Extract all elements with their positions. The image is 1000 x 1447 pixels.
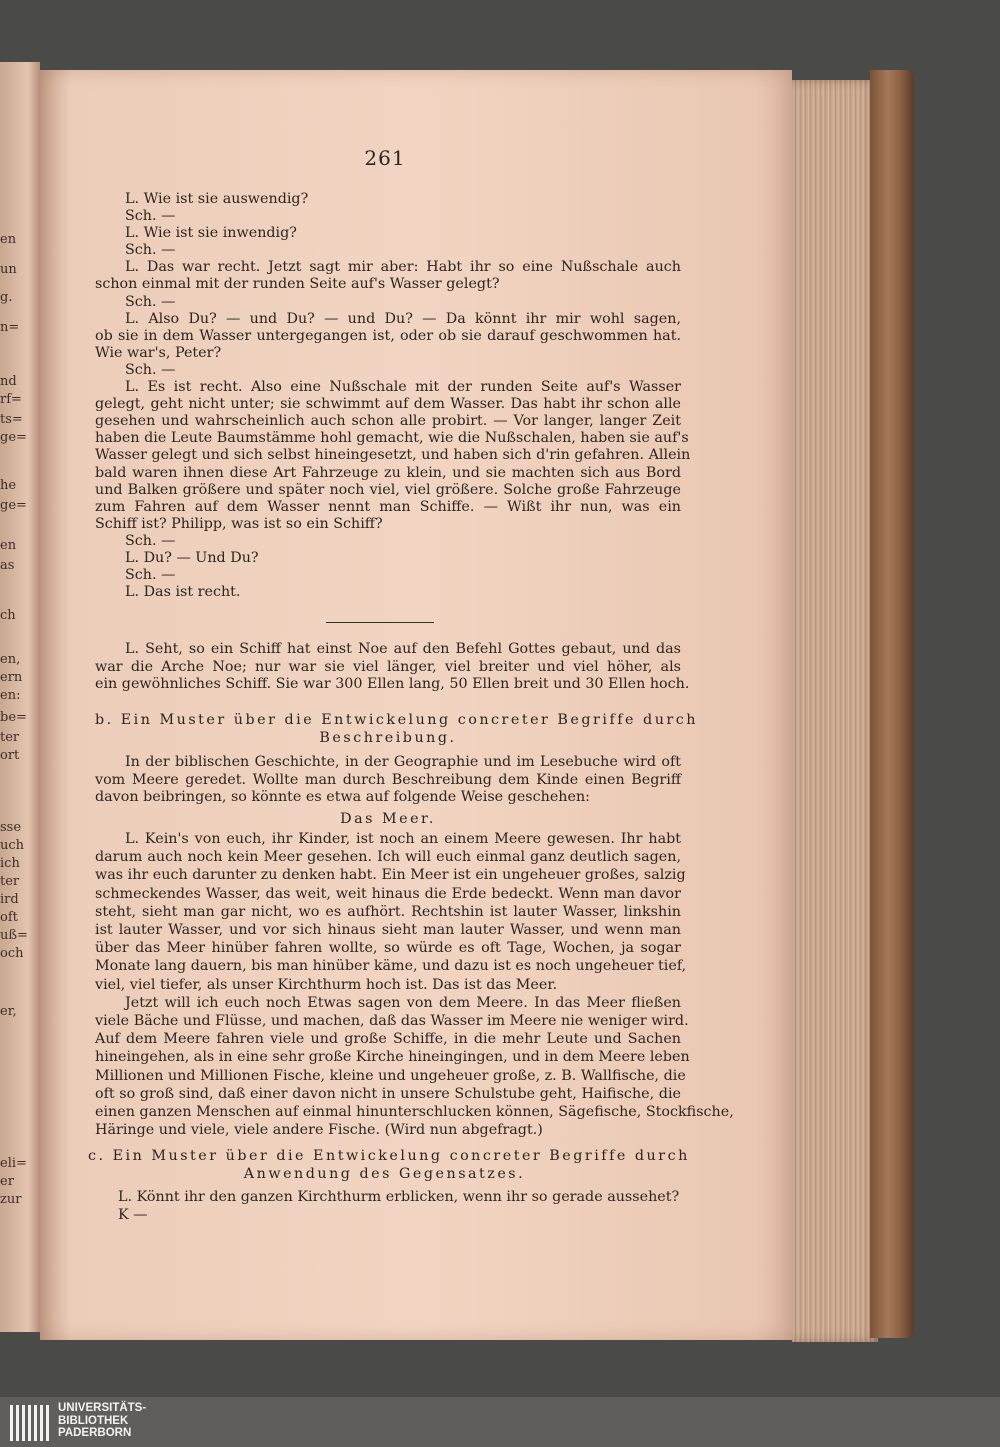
text-line: L. Wie ist sie auswendig? (125, 191, 309, 207)
text-line: hineingehen, als in eine sehr große Kirche hineingingen, und in dem Meere leben (95, 1049, 690, 1066)
previous-page-fragment: er, (0, 1004, 17, 1019)
section-title-block (95, 811, 681, 828)
previous-page-fragment: er (0, 1174, 14, 1189)
library-name-line3: PADERBORN (58, 1427, 132, 1439)
text-line: viele Bäche und Flüsse, und machen, daß das Wasser im Meere nie weniger wird. (95, 1013, 689, 1030)
text-line: Sch. — (125, 361, 176, 378)
dialogue-block (95, 191, 691, 601)
previous-page-fragment: en: (0, 688, 21, 703)
previous-page-fragment: ern (0, 670, 23, 685)
text-line: ist lauter Wasser, und vor sich hinaus sieht man lauter Wasser, und wenn man (95, 922, 681, 939)
text-line: haben die Leute Baumstämme hohl gemacht, wie die Nußschalen, haben sie auf's (95, 430, 689, 447)
text-line: bald waren ihnen diese Art Fahrzeuge zu klein, und sie machten sich aus Bord (95, 464, 681, 481)
text-line: L. Wie ist sie inwendig? (125, 225, 297, 242)
previous-page-fragment: be= (0, 710, 27, 725)
previous-page-fragment: eli= (0, 1156, 27, 1171)
text-line: K — (118, 1206, 148, 1223)
previous-page-fragment: ter (0, 874, 20, 889)
previous-page-fragment: g. (0, 290, 13, 305)
text-line: Sch. — (125, 208, 176, 225)
previous-page-fragment: rf= (0, 392, 22, 407)
previous-page-fragment: ge= (0, 430, 27, 445)
arche-paragraph (95, 641, 690, 694)
text-line: gelegt, geht nicht unter; sie schwimmt auf dem Wasser. Das habt ihr schon alle (95, 396, 681, 413)
previous-page-fragment: ge= (0, 498, 27, 513)
text-line: vom Meere geredet. Wollte man durch Beschreibung dem Kinde einen Begriff (95, 771, 681, 788)
library-name (58, 1402, 146, 1440)
text-line: Wasser gelegt und sich selbst hineingesetzt, und haben sich d'rin gefahren. Allein (95, 447, 691, 464)
text-line: Anwendung des Gegensatzes. (243, 1166, 526, 1182)
previous-page-fragment: en (0, 538, 17, 553)
text-line: viel, viel tiefer, als unser Kirchthurm hoch ist. Das ist das Meer. (95, 976, 558, 993)
text-line: L. Es ist recht. Also eine Nußschale mit der runden Seite auf's Wasser (125, 379, 681, 396)
text-line: darum auch noch kein Meer gesehen. Ich will euch einmal ganz deutlich sagen, (95, 849, 681, 866)
previous-page-fragment: uß= (0, 928, 28, 943)
text-line: L. Du? — Und Du? (125, 549, 259, 566)
previous-page-fragment: n= (0, 320, 20, 335)
text-line: Sch. — (125, 242, 176, 259)
previous-page-fragment: he (0, 478, 17, 493)
previous-page-fragment: sse (0, 820, 22, 835)
text-line: steht, sieht man gar nicht, wo es aufhört. Rechtshin ist lauter Wasser, linkshin (95, 903, 681, 920)
library-name-line1: UNIVERSITÄTS- (58, 1402, 147, 1414)
previous-page-fragment: ch (0, 608, 16, 623)
text-line: L. Das ist recht. (125, 584, 241, 601)
text-line: was ihr euch darunter zu denken habt. Ein Meer ist ein ungeheuer großes, salzig (95, 867, 686, 884)
text-line: c. Ein Muster über die Entwickelung concreter Begriffe durch (88, 1148, 690, 1164)
text-line: Sch. — (125, 532, 176, 549)
previous-page-fragment: ird (0, 892, 19, 907)
text-line: zum Fahren auf dem Wasser nennt man Schiffe. — Wißt ihr nun, was ein (95, 498, 681, 515)
previous-page-fragment: och (0, 946, 24, 961)
text-line: L. Also Du? — und Du? — und Du? — Da könnt ihr mir wohl sagen, (125, 310, 681, 327)
previous-page-edge (0, 62, 40, 1332)
text-line: Sch. — (125, 567, 176, 584)
library-logo-icon (8, 1403, 52, 1443)
text-line: Jetzt will ich euch noch Etwas sagen von dem Meere. In das Meer fließen (125, 994, 681, 1011)
text-line: davon beibringen, so könnte es etwa auf folgende Weise geschehen: (95, 789, 590, 805)
meer-paragraph (95, 830, 734, 1139)
text-line: Beschreibung. (319, 730, 457, 746)
previous-page-fragment: ich (0, 856, 20, 871)
text-line: In der biblischen Geschichte, in der Geographie und im Lesebuche wird oft (125, 754, 681, 770)
previous-page-fragment: en, (0, 652, 21, 667)
text-line: einen ganzen Menschen auf einmal hinunterschlucken können, Sägefische, Stockfische, (95, 1104, 734, 1121)
text-line: gesehen und wahrscheinlich auch schon alle probirt. — Vor langer, langer Zeit (95, 413, 681, 430)
page-stack-edge (792, 80, 878, 1342)
text-line: Monate lang dauern, bis man hinüber käme, und dazu ist es noch ungeheuer tief, (95, 958, 687, 975)
text-line: Häringe und viele, viele andere Fische. (Wird nun abgefragt.) (95, 1122, 543, 1139)
text-line: war die Arche Noe; nur war sie viel länger, viel breiter und viel höher, als (95, 658, 681, 675)
text-line: Wie war's, Peter? (95, 344, 222, 361)
book-cover-edge (870, 70, 914, 1338)
previous-page-fragment: oft (0, 910, 18, 925)
text-line: L. Seht, so ein Schiff hat einst Noe auf den Befehl Gottes gebaut, und das (125, 641, 681, 657)
text-line: Sch. — (125, 293, 176, 310)
text-line: Schiff ist? Philipp, was ist so ein Schiff? (95, 515, 383, 532)
text-line: Auf dem Meere fahren viele und große Schiffe, in die mehr Leute und Sachen (95, 1031, 681, 1048)
text-line: ob sie in dem Wasser untergegangen ist, oder ob sie darauf geschwommen hat. (95, 327, 681, 344)
previous-page-fragment: as (0, 558, 15, 573)
previous-page-fragment: uch (0, 838, 25, 853)
paragraph-c (88, 1189, 681, 1224)
library-name-line2: BIBLIOTHEK (58, 1414, 129, 1427)
text-line: L. Könnt ihr den ganzen Kirchthurm erblicken, wenn ihr so gerade aussehet? (118, 1189, 680, 1205)
text-line: ein gewöhnliches Schiff. Sie war 300 Ellen lang, 50 Ellen breit und 30 Ellen hoch. (95, 676, 690, 692)
text-line: L. Das war recht. Jetzt sagt mir aber: Habt ihr so eine Nußschale auch (125, 259, 681, 276)
library-footer (0, 1397, 1000, 1447)
section-title: Das Meer. (340, 811, 436, 827)
previous-page-fragment: en (0, 232, 17, 247)
text-line: schmeckendes Wasser, das weit, weit hinaus die Erde bedeckt. Wenn man davor (95, 885, 681, 902)
text-line: schon einmal mit der runden Seite auf's Wasser gelegt? (95, 276, 500, 293)
paragraph-b (95, 754, 681, 807)
previous-page-fragment: ort (0, 748, 20, 763)
text-line: L. Kein's von euch, ihr Kinder, ist noch an einem Meere gewesen. Ihr habt (125, 831, 681, 847)
text-line: und Balken größere und später noch viel, viel größere. Solche große Fahrzeuge (95, 481, 681, 498)
text-line: Millionen und Millionen Fische, kleine und ungeheuer große, z. B. Wallfische, die (95, 1067, 686, 1084)
previous-page-fragment: un (0, 262, 17, 277)
previous-page-fragment: ts= (0, 412, 23, 427)
previous-page-fragment: zur (0, 1192, 22, 1207)
heading-b (95, 711, 698, 747)
text-line: b. Ein Muster über die Entwickelung concreter Begriffe durch (95, 712, 698, 728)
page-number: 261 (364, 146, 406, 170)
previous-page-fragment: ter (0, 730, 20, 745)
previous-page-fragment: nd (0, 374, 17, 389)
text-line: über das Meer hinüber fahren wollte, so würde es oft Tage, Wochen, ja sogar (95, 940, 681, 957)
text-line: oft so groß sind, daß einer davon nicht in unsere Schulstube geht, Haifische, die (95, 1085, 681, 1102)
section-divider (326, 622, 434, 623)
heading-c (88, 1147, 690, 1183)
